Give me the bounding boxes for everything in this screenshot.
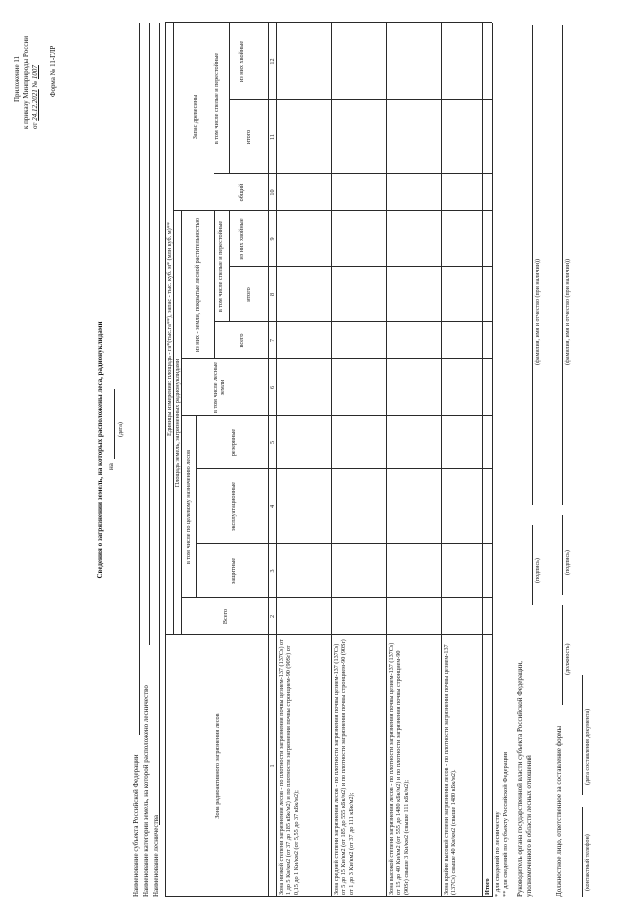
subtitle-prefix: на — [107, 463, 115, 470]
table-vline-3 — [196, 543, 492, 544]
forestry-label: Наименование лесничества — [152, 814, 160, 897]
total-small-header: итого — [245, 287, 252, 302]
table-line-row4 — [482, 23, 483, 897]
order-line: к приказу Минприроды России — [22, 35, 30, 129]
fio-line-2 — [562, 25, 563, 505]
date-underline — [114, 389, 115, 459]
appendix-label: Приложение 11 — [13, 55, 21, 102]
col-number: 1 — [269, 764, 276, 768]
date-caption: (дата) — [118, 422, 124, 437]
table-border-bottom — [492, 23, 493, 897]
fio-line — [532, 25, 533, 505]
col-number: 2 — [269, 614, 276, 619]
protective-header: защитные — [230, 557, 237, 585]
table-line-purpose — [196, 416, 197, 598]
table-vline-4 — [196, 468, 492, 469]
coniferous-header-2: из них хвойные — [238, 40, 245, 83]
responsible-label: Должностное лицо, ответственное за составление формы — [555, 725, 563, 897]
col-number: 6 — [269, 385, 276, 390]
table-vline-10 — [214, 173, 492, 174]
area-group-header: Площадь земель, загрязненных радионуклидами — [174, 358, 181, 488]
page-title: Сведения о загрязнении земель, на которых расположены леса, радионуклидами — [96, 321, 104, 579]
col-number: 10 — [269, 189, 276, 196]
position-line — [562, 605, 563, 705]
order-date: 24.12.2021 — [31, 89, 39, 121]
reserve-header: резервные — [230, 428, 237, 457]
form-number: Форма № 11-ГЛР — [49, 45, 57, 97]
subject-label: Наименование субъекта Российской Федерации — [132, 754, 140, 897]
zone-row-high: Зона высокой степени загрязнения лесов - по плотности загрязнения почвы цезием-137 (137Cs) от 15 до 40 Ки/км2 (от 555 до 1480 кБк/м2) и по плотности загрязнения почвы стронцием-90 (90Sr) свыше 3 Ки/км2 (свыше 111 кБк/м2); — [388, 642, 410, 895]
table-line-row1 — [331, 23, 332, 897]
mature-header-2: в том числе спелые и перестойные — [213, 52, 220, 145]
all-header: всего — [238, 333, 245, 348]
head-line-2: уполномоченного в области лесных отношений — [525, 755, 533, 897]
category-underline — [149, 23, 150, 645]
signature-line — [532, 525, 533, 605]
zone-row-medium: Зона средней степени загрязнения лесов - по плотности загрязнения почвы цезием-137 (137Cs) от 5 до 15 Ки/км2 (от 185 до 555 кБк/м2) и по плотности загрязнения почвы стронцием-90 (90Sr) от 1 до 3 Ки/км2 (от 37 до 111 кБк/м2); — [333, 639, 355, 895]
phone-caption: (контактный телефон) — [585, 834, 591, 891]
fio-caption: (фамилия, имя и отчество (при наличии)) — [535, 259, 541, 365]
coniferous-header: из них хвойные — [238, 218, 245, 260]
signature-caption-2: (подпись) — [565, 550, 571, 575]
overall-header: общий — [238, 183, 245, 202]
signature-caption: (подпись) — [535, 558, 541, 583]
zone-header: Зона радиоактивного загрязнения лесов — [214, 713, 221, 819]
doc-date-line — [582, 675, 583, 795]
head-line-1: Руководитель органа государственной власти субъекта Российской Федерации, — [516, 660, 524, 897]
phone-line — [582, 807, 583, 897]
number-prefix: № — [31, 80, 39, 88]
col-number: 9 — [269, 237, 276, 241]
purpose-header: в том числе по целевому назначению лесов — [185, 449, 192, 565]
doc-date-caption: (дата составления документа) — [585, 708, 591, 785]
forest-lands-header: в том числе лесные земли — [212, 361, 227, 414]
total-small-header-2: итого — [245, 129, 252, 145]
total-header: Всего — [222, 608, 229, 625]
mature-header: в том числе спелые и перестойные — [217, 220, 224, 313]
table-line-covered — [214, 211, 215, 359]
zone-row-low: Зона низкой степени загрязнения лесов - по плотности загрязнения почвы цезием-137 (137Cs) от 1 до 5 Ки/км2 (от 37 до 185 кБк/м2) и по плотности загрязнения почвы стронцием-90 (90Sr) от 0,15 до 1 Ки/км2 (от 5,55 до 37 кБк/м2); — [278, 639, 300, 895]
covered-header: из них - земли, покрытые лесной растительностью — [194, 218, 201, 353]
col-number: 12 — [269, 58, 276, 65]
table-vline-5 — [181, 415, 492, 416]
signature-line-2 — [562, 515, 563, 595]
col-number: 5 — [269, 440, 276, 445]
footnote-2: ** для сведений по субъекту Российской Федерации — [502, 751, 509, 897]
table-vline-7 — [214, 321, 492, 322]
col-number: 8 — [269, 292, 276, 297]
table-vline-6 — [181, 358, 492, 359]
fio-caption-2: (фамилия, имя и отчество (при наличии)) — [565, 259, 571, 365]
total-row: Итого — [484, 878, 491, 895]
col-number: 3 — [269, 569, 276, 573]
col-number: 7 — [269, 338, 276, 343]
col-number: 4 — [269, 504, 276, 509]
subject-underline — [139, 23, 140, 735]
table-line-row3 — [441, 23, 442, 897]
col-number: 11 — [269, 134, 276, 140]
units-label: Единицы измерения: площадь - га*(тыс.га**), запас - тыс. куб. м* (млн куб. м)** — [166, 222, 173, 436]
stock-header: Запас древесины — [192, 94, 199, 140]
forestry-underline — [159, 23, 160, 825]
zone-row-extreme: Зона крайне высокой степени загрязнения лесов - по плотности загрязнения почвы цезием-137 (137Cs) свыше 40 Ки/км2 (свыше 1480 кБк/м2). — [443, 644, 458, 895]
category-label: Наименование категории земель, на которой расположено лесничество — [142, 685, 150, 897]
date-prefix: от — [31, 122, 39, 129]
position-caption: (должность) — [565, 643, 571, 675]
order-number: 1007 — [31, 65, 39, 80]
exploitation-header: эксплуатационные — [230, 481, 237, 532]
table-line-row2 — [386, 23, 387, 897]
table-line-colnums-bottom — [276, 23, 277, 897]
footnote-1: * для сведений по лесничеству — [494, 811, 501, 897]
order-date-line — [31, 65, 39, 129]
